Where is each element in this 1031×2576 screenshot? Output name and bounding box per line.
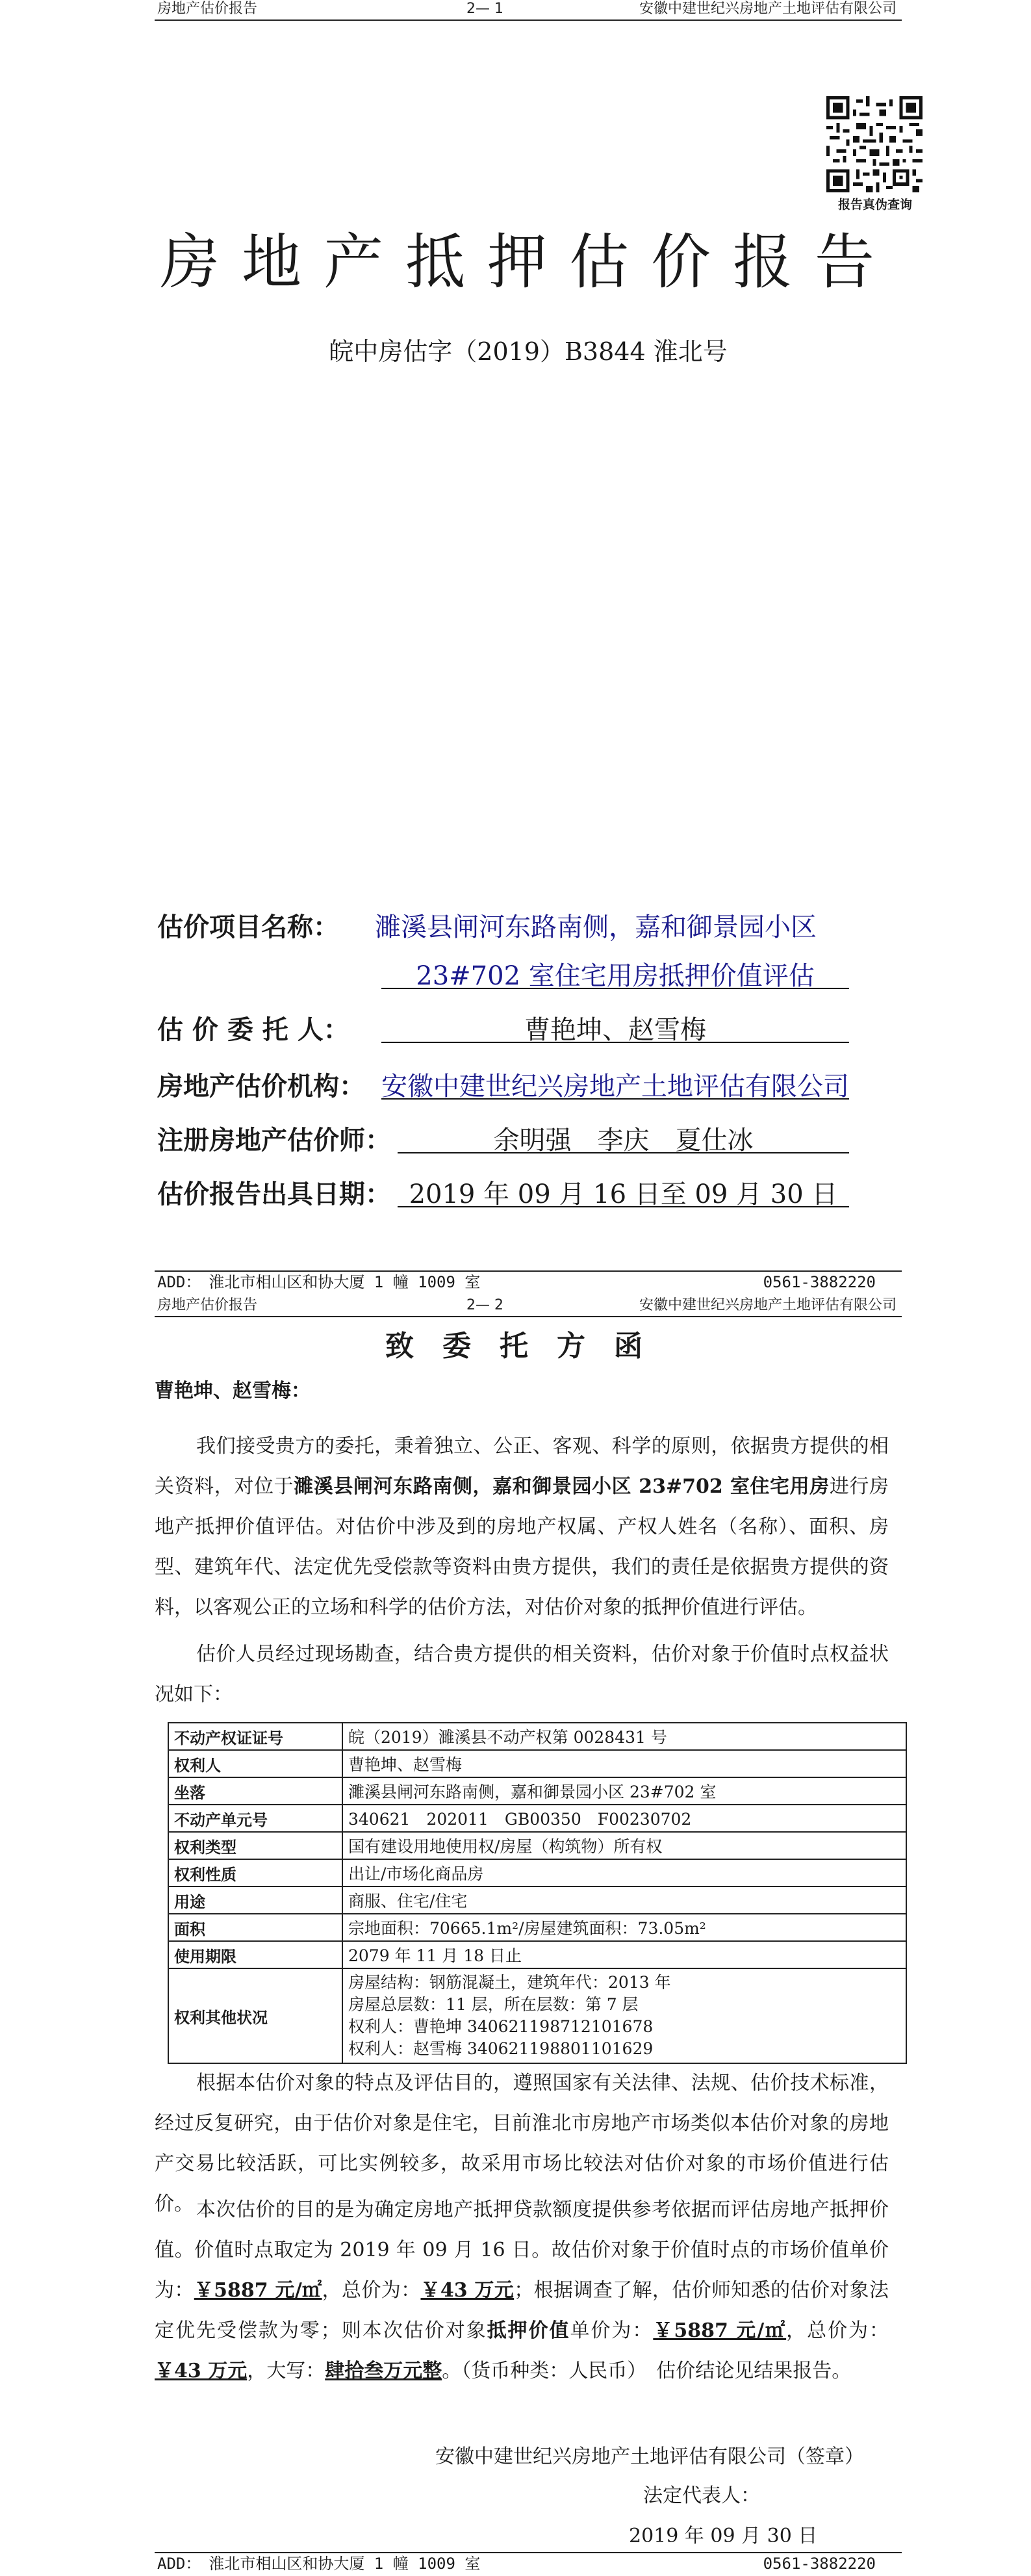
para4-text: 。（货币种类：人民币） 估价结论见结果报告。 — [442, 2360, 852, 2382]
table-row — [168, 1805, 906, 1832]
report-number: 皖中房估字（2019）B3844 淮北号 — [329, 337, 728, 366]
project-line-1[interactable]: 濉溪县闸河东路南侧，嘉和御景园小区 — [375, 912, 817, 942]
table-key: 权利其他状况 — [168, 1968, 342, 2063]
rights-table — [168, 1722, 907, 2064]
footer-phone: 0561-3882220 — [763, 1273, 876, 1291]
table-row — [168, 1723, 906, 1750]
running-header — [155, 1296, 902, 1317]
paragraph-4 — [155, 2190, 889, 2391]
footer-address: ADD： 淮北市相山区和协大厦 1 幢 1009 室 — [157, 1273, 481, 1291]
client-value: 曹艳坤、赵雪梅 — [381, 1009, 849, 1043]
client-label: 估 价 委 托 人： — [157, 1014, 350, 1045]
para4-text: ，总价为： — [786, 2319, 889, 2342]
header-left: 房地产估价报告 — [157, 1, 258, 17]
table-row — [168, 1914, 906, 1941]
table-row — [168, 1941, 906, 1968]
letter-page — [0, 1296, 1031, 2576]
para4-text: 本次估价的目的是为确定房地产抵押贷款额度提供参考依据而评估房地产抵押价值。价值时点取定为 2019 年 09 月 16 日。故估价对象于价值时点的市场价值单价为： — [155, 2198, 889, 2302]
mortgage-total-price: ￥43 万元 — [155, 2360, 248, 2382]
footer-address: ADD： 淮北市相山区和协大厦 1 幢 1009 室 — [157, 2555, 481, 2573]
header-left: 房地产估价报告 — [157, 1297, 258, 1313]
table-row — [168, 1968, 906, 2063]
table-key: 权利类型 — [168, 1832, 342, 1859]
signature-date: 2019 年 09 月 30 日 — [629, 2525, 818, 2547]
para4-text: ，总价为： — [322, 2279, 421, 2302]
table-key: 用途 — [168, 1887, 342, 1914]
other-status-line: 权利人：赵雪梅 340621198801101629 — [348, 2039, 654, 2058]
para4-text: 单价为： — [570, 2319, 654, 2342]
table-value: 皖（2019）濉溪县不动产权第 0028431 号 — [342, 1723, 906, 1750]
table-value: 出让/市场化商品房 — [342, 1859, 906, 1887]
letter-title: 致委托方函 — [385, 1330, 671, 1363]
market-total-price: ￥43 万元 — [420, 2279, 515, 2302]
table-key: 使用期限 — [168, 1941, 342, 1968]
qr-code-icon[interactable] — [826, 96, 923, 192]
para4-text: ，大写： — [247, 2360, 325, 2382]
project-line-2[interactable]: 23#702 室住宅用房抵押价值评估 — [381, 955, 849, 989]
table-value: 国有建设用地使用权/房屋（构筑物）所有权 — [342, 1832, 906, 1859]
paragraph-1 — [155, 1426, 889, 1628]
issue-date-value: 2019 年 09 月 16 日至 09 月 30 日 — [398, 1174, 849, 1207]
table-key: 不动产单元号 — [168, 1805, 342, 1832]
table-value: 濉溪县闸河东路南侧，嘉和御景园小区 23#702 室 — [342, 1777, 906, 1805]
paragraph-2: 估价人员经过现场勘查，结合贵方提供的相关资料，估价对象于价值时点权益状况如下： — [155, 1643, 889, 1706]
letter-salutation: 曹艳坤、赵雪梅： — [155, 1380, 311, 1402]
mortgage-value-label: 抵押价值 — [487, 2319, 570, 2342]
table-value: 2079 年 11 月 18 日止 — [342, 1941, 906, 1968]
agency-label: 房地产估价机构： — [157, 1071, 365, 1101]
market-unit-price: ￥5887 元/㎡ — [194, 2279, 322, 2302]
appraiser-label: 注册房地产估价师： — [157, 1125, 391, 1155]
signature-representative: 法定代表人： — [643, 2484, 760, 2507]
other-status-line: 房屋结构：钢筋混凝土，建筑年代：2013 年 — [348, 1973, 671, 1992]
other-status-line: 权利人：曹艳坤 340621198712101678 — [348, 2017, 654, 2036]
other-status-line: 房屋总层数：11 层，所在层数：第 7 层 — [348, 1995, 639, 2014]
table-row — [168, 1887, 906, 1914]
para4-text: ；根据调查了解，估价师知悉的估价对象法定优先受偿款为零；则本次估价对象 — [155, 2279, 889, 2342]
table-value: 商服、住宅/住宅 — [342, 1887, 906, 1914]
table-row — [168, 1859, 906, 1887]
qr-caption: 报告真伪查询 — [837, 198, 912, 212]
table-value: 宗地面积：70665.1m²/房屋建筑面积：73.05m² — [342, 1914, 906, 1941]
table-key: 不动产权证证号 — [168, 1723, 342, 1750]
header-page-number: 2— 2 — [466, 1297, 503, 1313]
table-key: 面积 — [168, 1914, 342, 1941]
table-key: 坐落 — [168, 1777, 342, 1805]
table-row — [168, 1832, 906, 1859]
project-label: 估价项目名称： — [157, 912, 339, 942]
running-header — [155, 0, 902, 21]
table-row — [168, 1750, 906, 1777]
other-status-cell — [342, 1968, 906, 2063]
mortgage-unit-price: ￥5887 元/㎡ — [653, 2319, 787, 2342]
footer-page1 — [155, 1270, 902, 1293]
table-value: 曹艳坤、赵雪梅 — [342, 1750, 906, 1777]
project-name-row — [157, 907, 885, 991]
paragraph-3: 根据本估价对象的特点及评估目的，遵照国家有关法律、法规、估价技术标准，经过反复研究，由于估价对象是住宅，目前淮北市房地产市场类似本估价对象的房地产交易比较活跃，可比实例较多，故采用市场比较法对估价对象的市场价值进行估价。 — [155, 2072, 889, 2215]
total-in-words: 肆拾叁万元整 — [325, 2360, 442, 2382]
para1-text-b: 进行房地产抵押价值评估。对估价中涉及到的房地产权属、产权人姓名（名称）、面积、房型、建筑年代、法定优先受偿款等资料由贵方提供，我们的责任是依据贵方提供的资料，以客观公正的立场和科学的估价方法，对估价对象的抵押价值进行评估。 — [155, 1475, 889, 1619]
agency-value[interactable]: 安徽中建世纪兴房地产土地评估有限公司 — [381, 1066, 849, 1100]
table-row — [168, 1777, 906, 1805]
signature-company: 安徽中建世纪兴房地产土地评估有限公司（签章） — [435, 2445, 864, 2468]
issue-date-label: 估价报告出具日期： — [157, 1179, 391, 1209]
footer-phone: 0561-3882220 — [763, 2555, 876, 2573]
appraiser-value: 余明强 李庆 夏仕冰 — [398, 1120, 849, 1153]
header-right: 安徽中建世纪兴房地产土地评估有限公司 — [639, 1, 897, 17]
table-key: 权利性质 — [168, 1859, 342, 1887]
property-address: 濉溪县闸河东路南侧，嘉和御景园小区 23#702 室住宅用房 — [294, 1475, 830, 1498]
header-right: 安徽中建世纪兴房地产土地评估有限公司 — [639, 1297, 897, 1313]
footer-page2 — [155, 2552, 902, 2574]
para1-text-a: 我们接受贵方的委托，秉着独立、公正、客观、科学的原则，依据贵方提供的相关资料，对位于 — [155, 1435, 889, 1498]
table-value: 340621 202011 GB00350 F00230702 — [342, 1805, 906, 1832]
table-key: 权利人 — [168, 1750, 342, 1777]
report-title: 房地产抵押估价报告 — [159, 227, 897, 297]
header-page-number: 2— 1 — [466, 1, 503, 17]
